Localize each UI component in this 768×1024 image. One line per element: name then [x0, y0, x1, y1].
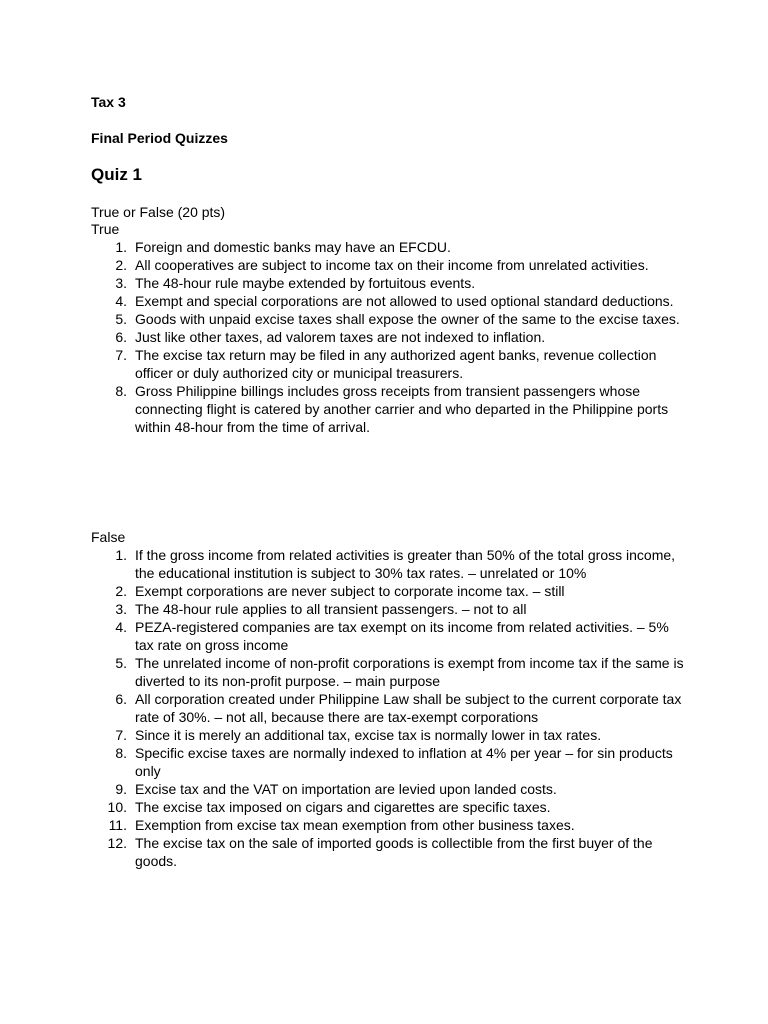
- list-item: [91, 238, 691, 256]
- item-number: 3.: [115, 601, 127, 617]
- item-number: 8.: [115, 383, 127, 399]
- list-item: [91, 582, 691, 600]
- list-item: [91, 382, 691, 436]
- item-number: 5.: [115, 655, 127, 671]
- item-text: The 48-hour rule applies to all transient passengers. – not to all: [135, 601, 527, 617]
- list-item: [91, 780, 691, 798]
- item-text: Gross Philippine billings includes gross receipts from transient passengers whose connecting flight is catered by another carrier and who departed in the Philippine ports within 48-hour from the time of arrival.: [135, 383, 669, 435]
- item-text: The excise tax return may be filed in any authorized agent banks, revenue collection officer or duly authorized city or municipal treasurers.: [135, 347, 657, 381]
- item-number: 2.: [115, 583, 127, 599]
- item-text: Foreign and domestic banks may have an EFCDU.: [135, 239, 451, 255]
- item-text: Exempt and special corporations are not allowed to used optional standard deductions.: [135, 293, 674, 309]
- item-number: 2.: [115, 257, 127, 273]
- item-text: The excise tax imposed on cigars and cigarettes are specific taxes.: [135, 799, 551, 815]
- list-item: [91, 274, 691, 292]
- item-text: The 48-hour rule maybe extended by fortuitous events.: [135, 275, 476, 291]
- item-text: All cooperatives are subject to income tax on their income from unrelated activities.: [135, 257, 649, 273]
- list-item: [91, 834, 691, 870]
- false-section-label: False: [91, 529, 126, 545]
- list-item: [91, 654, 691, 690]
- item-text: If the gross income from related activities is greater than 50% of the total gross income, the educational institution is subject to 30% tax rates. – unrelated or 10%: [135, 547, 676, 581]
- item-text: The unrelated income of non-profit corporations is exempt from income tax if the same is diverted to its non-profit purpose. – main purpose: [135, 655, 684, 689]
- item-number: 3.: [115, 275, 127, 291]
- document-title: Tax 3: [91, 94, 126, 110]
- false-items-list: [91, 546, 691, 870]
- item-number: 1.: [115, 547, 127, 563]
- item-number: 6.: [115, 691, 127, 707]
- item-number: 1.: [115, 239, 127, 255]
- item-number: 7.: [115, 347, 127, 363]
- item-number: 4.: [115, 619, 127, 635]
- item-text: Excise tax and the VAT on importation are levied upon landed costs.: [135, 781, 557, 797]
- list-item: [91, 690, 691, 726]
- list-item: [91, 546, 691, 582]
- document-subtitle: Final Period Quizzes: [91, 130, 228, 146]
- true-section-label: True: [91, 221, 120, 237]
- item-number: 11.: [108, 817, 127, 833]
- item-text: Just like other taxes, ad valorem taxes are not indexed to inflation.: [135, 329, 546, 345]
- item-text: Goods with unpaid excise taxes shall expose the owner of the same to the excise taxes.: [135, 311, 680, 327]
- list-item: [91, 600, 691, 618]
- list-item: [91, 744, 691, 780]
- list-item: [91, 256, 691, 274]
- list-item: [91, 328, 691, 346]
- true-items-list: [91, 238, 691, 436]
- item-number: 7.: [115, 727, 127, 743]
- item-number: 12.: [107, 835, 127, 851]
- item-text: All corporation created under Philippine Law shall be subject to the current corporate tax rate of 30%. – not all, because there are tax-exempt corporations: [135, 691, 682, 725]
- item-text: The excise tax on the sale of imported goods is collectible from the first buyer of the goods.: [135, 835, 653, 869]
- quiz-instructions: True or False (20 pts): [91, 204, 226, 220]
- list-item: [91, 798, 691, 816]
- item-number: 9.: [115, 781, 127, 797]
- list-item: [91, 618, 691, 654]
- list-item: [91, 726, 691, 744]
- quiz-heading: Quiz 1: [91, 165, 143, 184]
- item-number: 6.: [115, 329, 127, 345]
- item-text: Since it is merely an additional tax, excise tax is normally lower in tax rates.: [135, 727, 602, 743]
- item-text: Exempt corporations are never subject to corporate income tax. – still: [135, 583, 565, 599]
- list-item: [91, 292, 691, 310]
- item-number: 4.: [115, 293, 127, 309]
- item-number: 8.: [115, 745, 127, 761]
- item-number: 5.: [115, 311, 127, 327]
- item-text: PEZA-registered companies are tax exempt on its income from related activities. – 5% tax rate on gross income: [135, 619, 669, 653]
- item-number: 10.: [107, 799, 127, 815]
- list-item: [91, 816, 691, 834]
- list-item: [91, 310, 691, 328]
- item-text: Specific excise taxes are normally indexed to inflation at 4% per year – for sin products only: [135, 745, 673, 779]
- list-item: [91, 346, 691, 382]
- item-text: Exemption from excise tax mean exemption from other business taxes.: [135, 817, 575, 833]
